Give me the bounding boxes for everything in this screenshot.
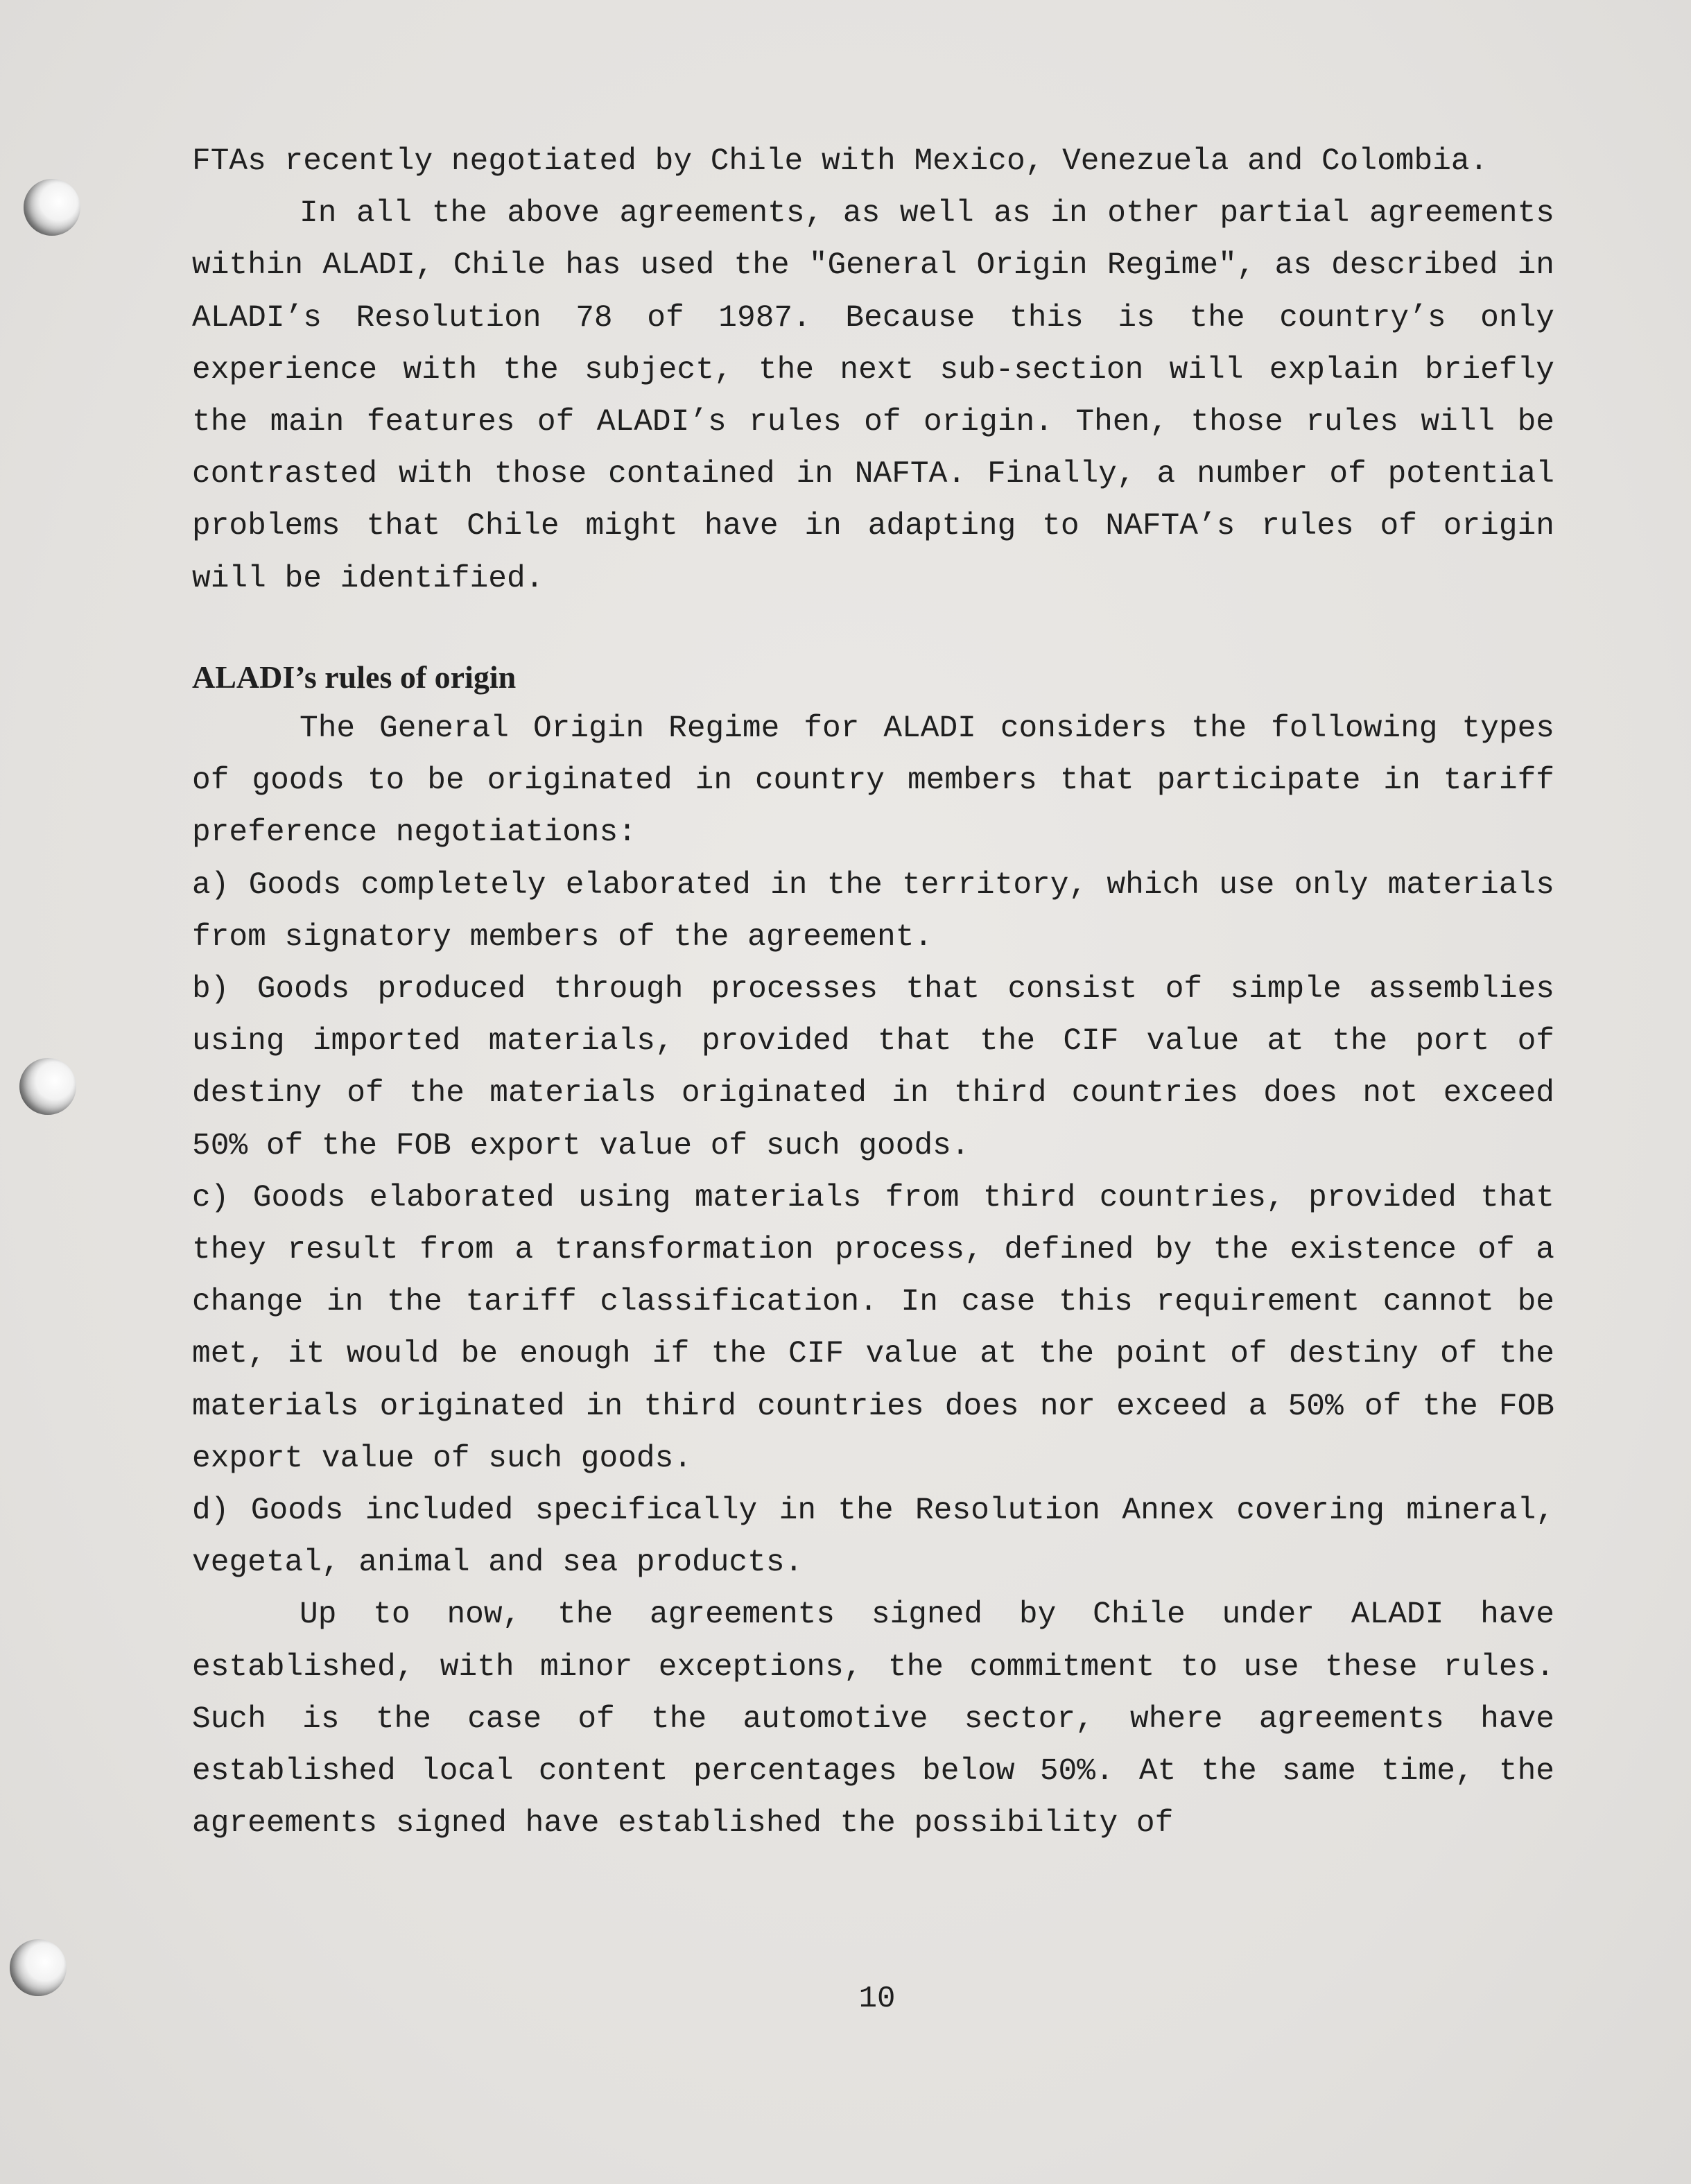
document-body (192, 136, 1554, 1851)
punch-hole (10, 1939, 67, 1996)
punch-hole (24, 179, 80, 236)
list-item: d) Goods included specifically in the Resolution Annex covering mineral, vegetal, animal and sea products. (192, 1493, 1554, 1581)
paragraph: FTAs recently negotiated by Chile with Mexico, Venezuela and Colombia. (192, 144, 1489, 179)
page-number: 10 (858, 1982, 896, 2016)
list-item: b) Goods produced through processes that consist of simple assemblies using imported materials, provided that the CIF value at the port of destiny of the materials originated in third countries does not exceed 50% of the FOB export value of such goods. (192, 972, 1554, 1163)
list-item: c) Goods elaborated using materials from third countries, provided that they result from a transformation process, defined by the existence of a change in the tariff classification. In case this requirement cannot be met, it would be enough if the CIF value at the point of destiny of the materials originated in third countries does nor exceed a 50% of the FOB export value of such goods. (192, 1180, 1554, 1476)
paragraph: The General Origin Regime for ALADI considers the following types of goods to be originated in country members that participate in tariff preference negotiations: (192, 711, 1554, 851)
paragraph: In all the above agreements, as well as in other partial agreements within ALADI, Chile has used the "General Origin Regime", as described in ALADI’s Resolution 78 of 1987. Because this is the country’s only experience with the subject, the next sub-section will explain briefly the main features of ALADI’s rules of origin. Then, those rules will be contrasted with those contained in NAFTA. Finally, a number of potential problems that Chile might have in adapting to NAFTA’s rules of origin will be identified. (192, 196, 1554, 596)
paragraph: Up to now, the agreements signed by Chile under ALADI have established, with minor exceptions, the commitment to use these rules. Such is the case of the automotive sector, where agreements have established local content percentages below 50%. At the same time, the agreements signed have established the possibility of (192, 1597, 1554, 1841)
section-heading: ALADI’s rules of origin (192, 659, 517, 695)
list-item: a) Goods completely elaborated in the territory, which use only materials from signatory members of the agreement. (192, 867, 1554, 955)
punch-hole (19, 1058, 76, 1115)
